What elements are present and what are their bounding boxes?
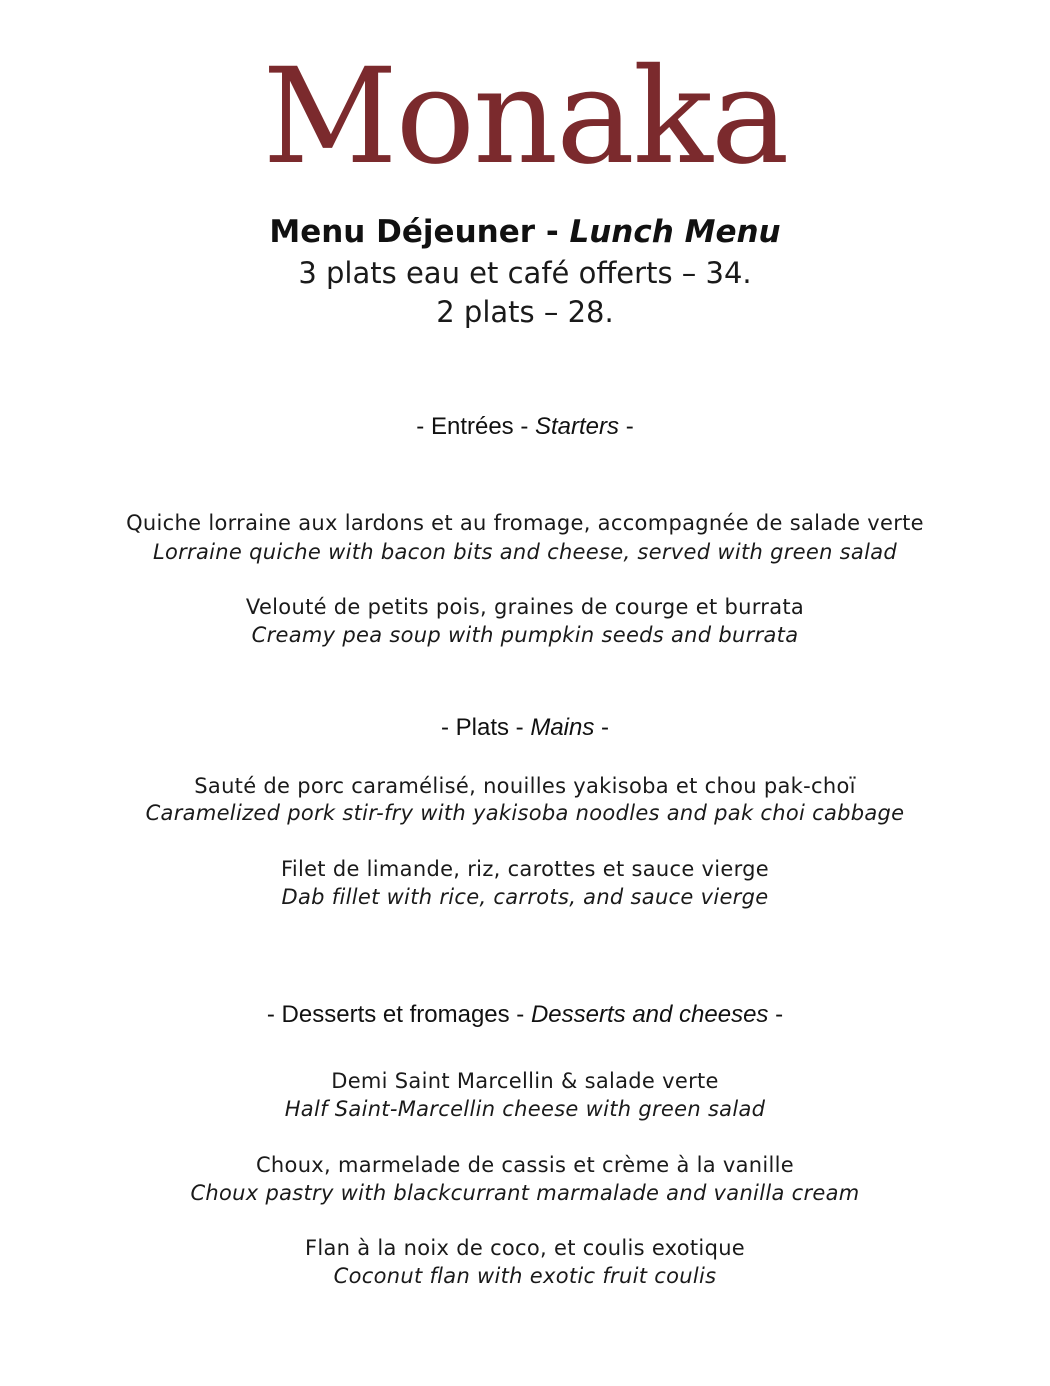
main-1-en: Caramelized pork stir-fry with yakisoba noodles and pak choi cabbage — [145, 801, 905, 825]
main-2-en: Dab fillet with rice, carrots, and sauce vierge — [281, 885, 769, 909]
starter-1-en: Lorraine quiche with bacon bits and cheese, served with green salad — [152, 540, 898, 564]
menu-title-fr: Menu Déjeuner - — [269, 214, 559, 250]
dessert-2-en: Choux pastry with blackcurrant marmalade and vanilla cream — [190, 1181, 860, 1205]
desserts-heading-fr: - Desserts et fromages - — [266, 1001, 525, 1028]
starter-1-fr: Quiche lorraine aux lardons et au fromage, accompagnée de salade verte — [126, 511, 924, 535]
dessert-1-fr: Demi Saint Marcellin & salade verte — [331, 1069, 719, 1093]
starter-2-fr: Velouté de petits pois, graines de courge et burrata — [245, 595, 805, 619]
desserts-heading — [0, 1000, 1050, 1030]
main-2-fr: Filet de limande, riz, carottes et sauce vierge — [280, 857, 770, 881]
starters-heading-en: Starters — [535, 413, 620, 440]
desserts-heading-end: - — [775, 1001, 784, 1028]
desserts-heading-en: Desserts and cheeses — [530, 1001, 769, 1028]
price-three-courses: 3 plats eau et café offerts – 34. — [298, 256, 752, 290]
menu-title-en: Lunch Menu — [569, 214, 781, 250]
mains-heading-en: Mains — [530, 714, 595, 741]
starters-heading-end: - — [625, 413, 634, 440]
starter-2-en: Creamy pea soup with pumpkin seeds and burrata — [251, 623, 799, 647]
mains-heading-fr: - Plats - — [440, 714, 524, 741]
dessert-3-fr: Flan à la noix de coco, et coulis exotique — [304, 1236, 746, 1260]
dessert-2-fr: Choux, marmelade de cassis et crème à la vanille — [255, 1153, 795, 1177]
mains-heading — [0, 713, 1050, 743]
brand-logo: Monaka — [262, 40, 788, 194]
mains-heading-end: - — [601, 714, 610, 741]
dessert-3-en: Coconut flan with exotic fruit coulis — [333, 1264, 717, 1288]
dessert-1-en: Half Saint-Marcellin cheese with green salad — [284, 1097, 766, 1121]
starters-heading-fr: - Entrées - — [416, 413, 529, 440]
main-1-fr: Sauté de porc caramélisé, nouilles yakisoba et chou pak-choï — [194, 774, 856, 798]
menu-title — [0, 212, 1050, 252]
price-two-courses: 2 plats – 28. — [436, 295, 614, 329]
starters-heading — [0, 412, 1050, 442]
